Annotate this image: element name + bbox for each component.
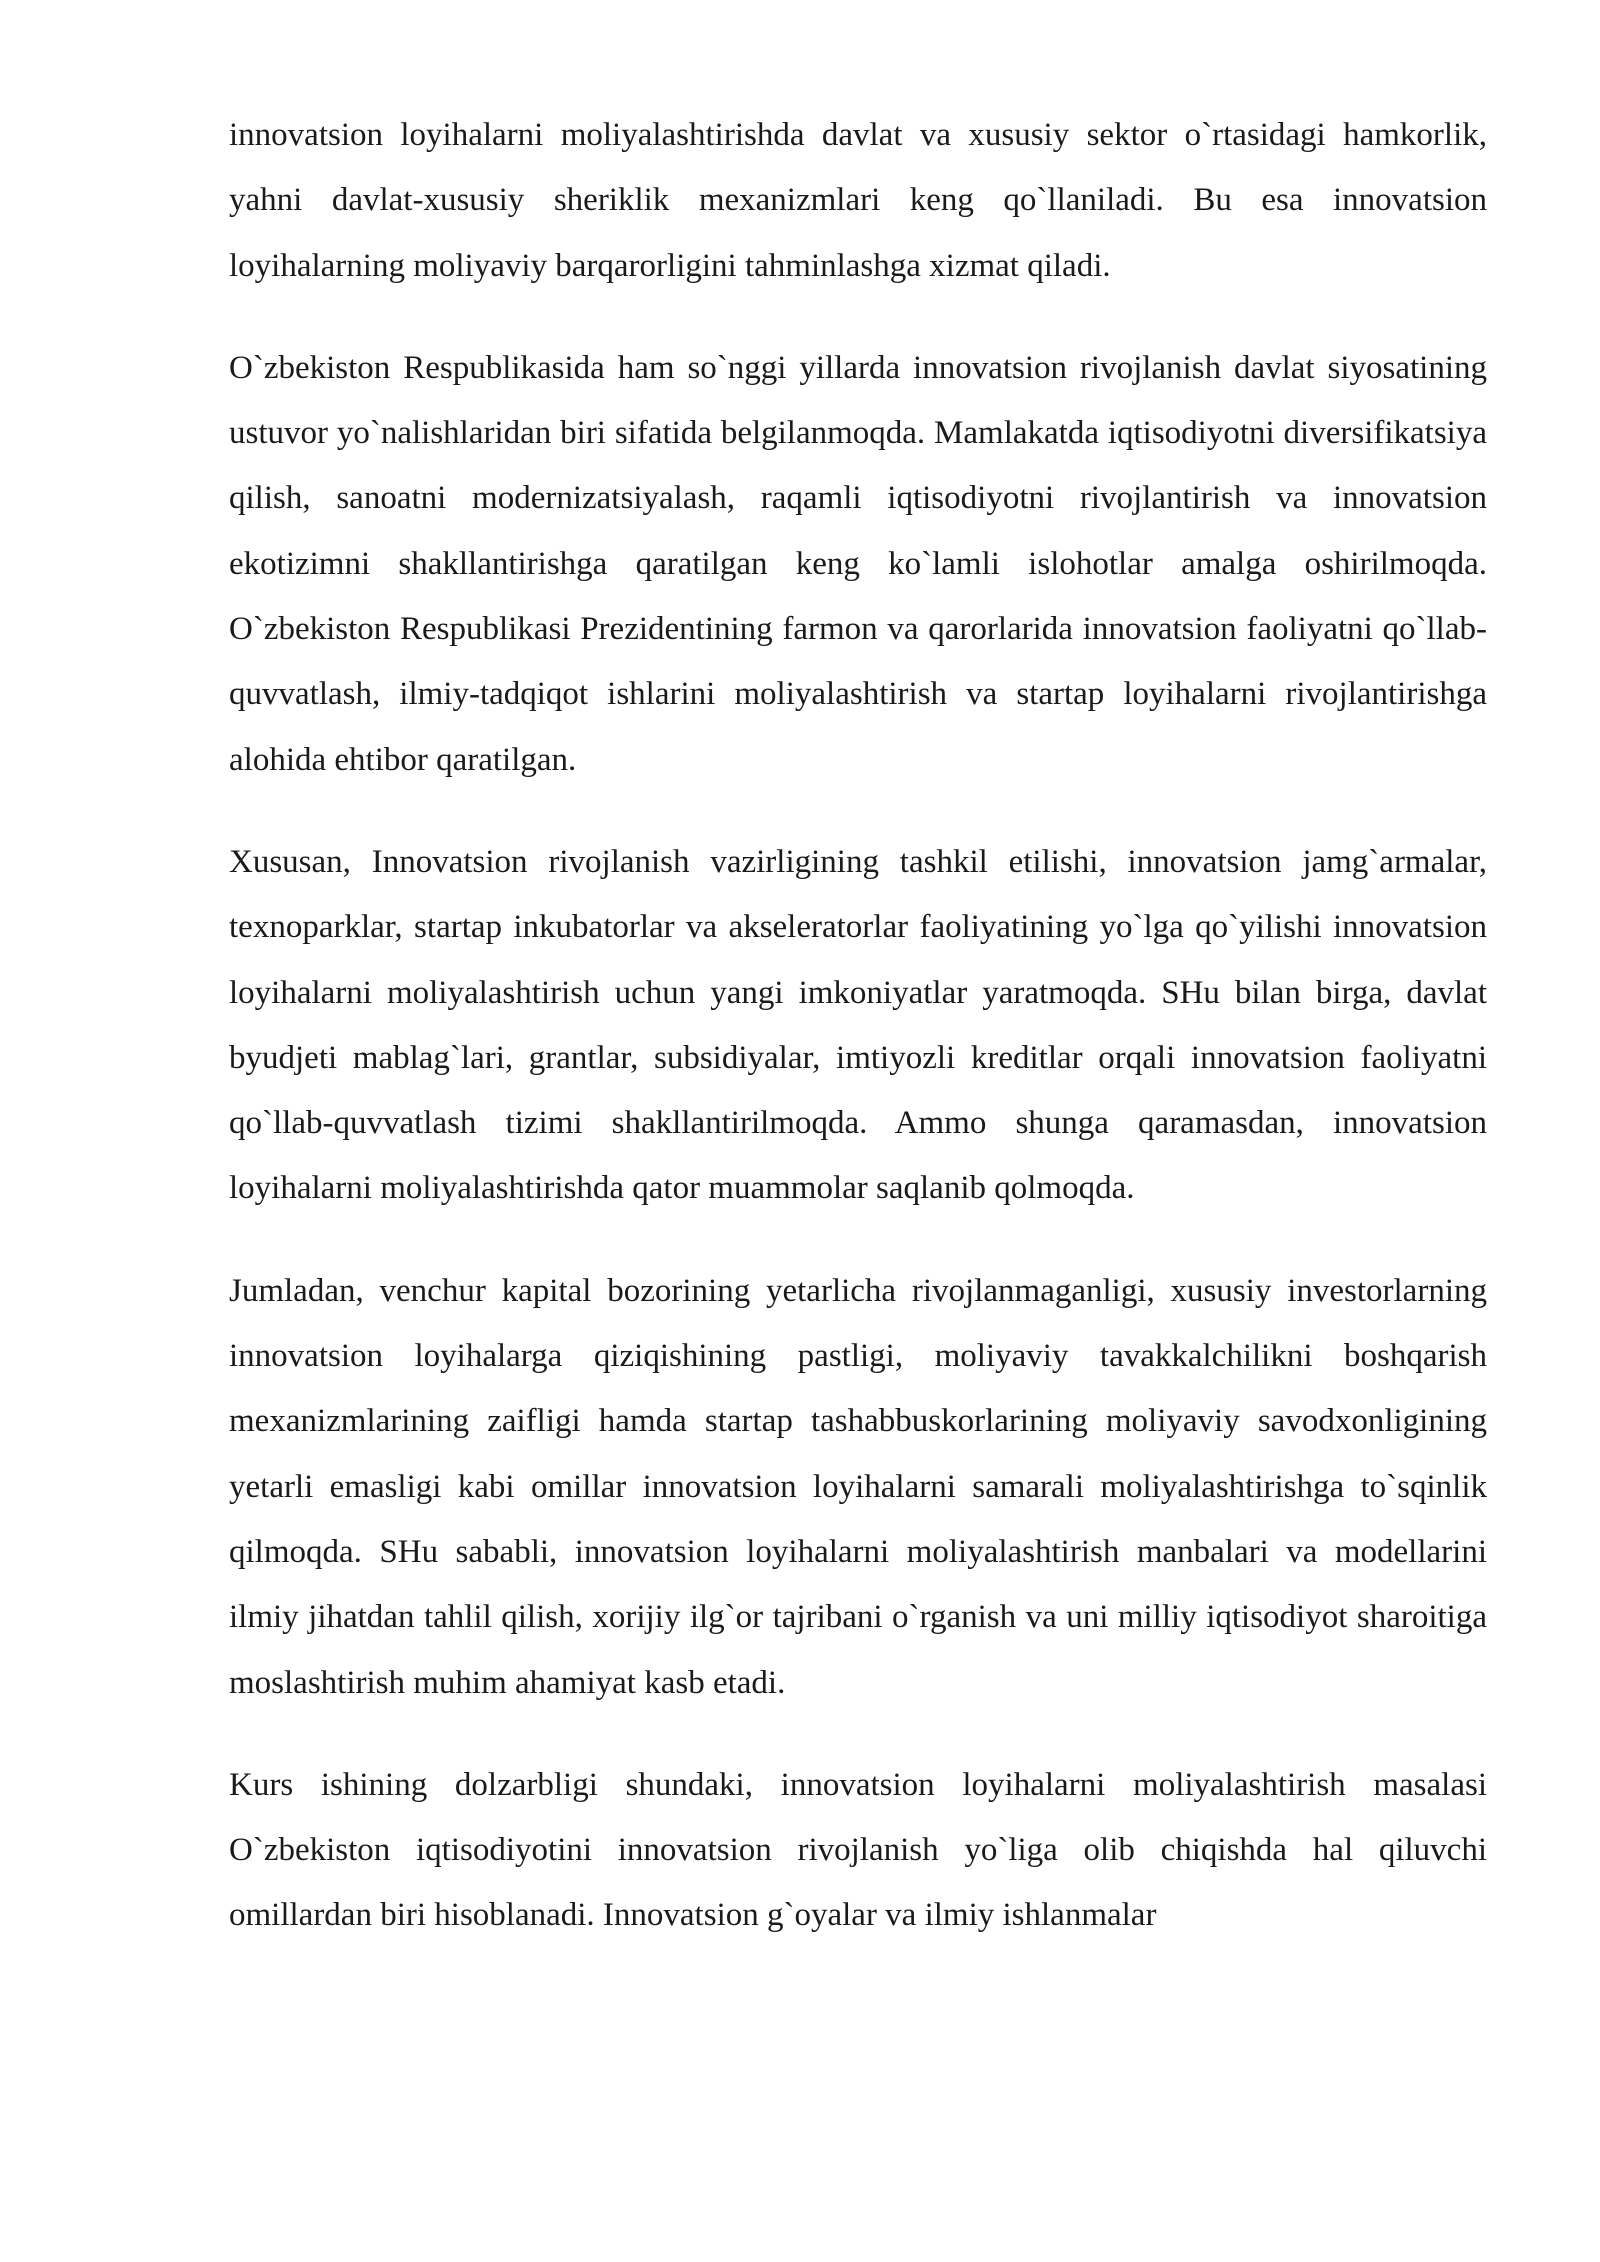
- paragraph-5: Kurs ishining dolzarbligi shundaki, innovatsion loyihalarni moliyalashtirish masalasi O`zbekiston iqtisodiyotini innovatsion rivojlanish yo`liga olib chiqishda hal qiluvchi omillardan biri hisoblanadi. Innovatsion g`oyalar va ilmiy ishlanmalar: [229, 1766, 1487, 1934]
- paragraph-1: innovatsion loyihalarni moliyalashtirishda davlat va xususiy sektor o`rtasidagi hamkorlik, yahni davlat-xususiy sheriklik mexanizmlari keng qo`llaniladi. Bu esa innovatsion loyihalarning moliyaviy barqarorligini tahminlashga xizmat qiladi.: [229, 117, 1487, 284]
- document-page: [229, 103, 1487, 1986]
- paragraph-3: Xususan, Innovatsion rivojlanish vazirligining tashkil etilishi, innovatsion jamg`armalar, texnoparklar, startap inkubatorlar va akseleratorlar faoliyatining yo`lga qo`yilishi innovatsion loyihalarni moliyalashtirish uchun yangi imkoniyatlar yaratmoqda. SHu bilan birga, davlat byudjeti mablag`lari, grantlar, subsidiyalar, imtiyozli kreditlar orqali innovatsion faoliyatni qo`llab-quvvatlash tizimi shakllantirilmoqda. Ammo shunga qaramasdan, innovatsion loyihalarni moliyalashtirishda qator muammolar saqlanib qolmoqda.: [229, 843, 1487, 1207]
- paragraph-4: Jumladan, venchur kapital bozorining yetarlicha rivojlanmaganligi, xususiy investorlarning innovatsion loyihalarga qiziqishining pastligi, moliyaviy tavakkalchilikni boshqarish mexanizmlarining zaifligi hamda startap tashabbuskorlarining moliyaviy savodxonligining yetarli emasligi kabi omillar innovatsion loyihalarni samarali moliyalashtirishga to`sqinlik qilmoqda. SHu sababli, innovatsion loyihalarni moliyalashtirish manbalari va modellarini ilmiy jihatdan tahlil qilish, xorijiy ilg`or tajribani o`rganish va uni milliy iqtisodiyot sharoitiga moslashtirish muhim ahamiyat kasb etadi.: [229, 1272, 1487, 1701]
- paragraph-2: O`zbekiston Respublikasida ham so`nggi yillarda innovatsion rivojlanish davlat siyosatining ustuvor yo`nalishlaridan biri sifatida belgilanmoqda. Mamlakatda iqtisodiyotni diversifikatsiya qilish, sanoatni modernizatsiyalash, raqamli iqtisodiyotni rivojlantirish va innovatsion ekotizimni shakllantirishga qaratilgan keng ko`lamli islohotlar amalga oshirilmoqda. O`zbekiston Respublikasi Prezidentining farmon va qarorlarida innovatsion faoliyatni qo`llab-quvvatlash, ilmiy-tadqiqot ishlarini moliyalashtirish va startap loyihalarni rivojlantirishga alohida ehtibor qaratilgan.: [229, 349, 1487, 778]
